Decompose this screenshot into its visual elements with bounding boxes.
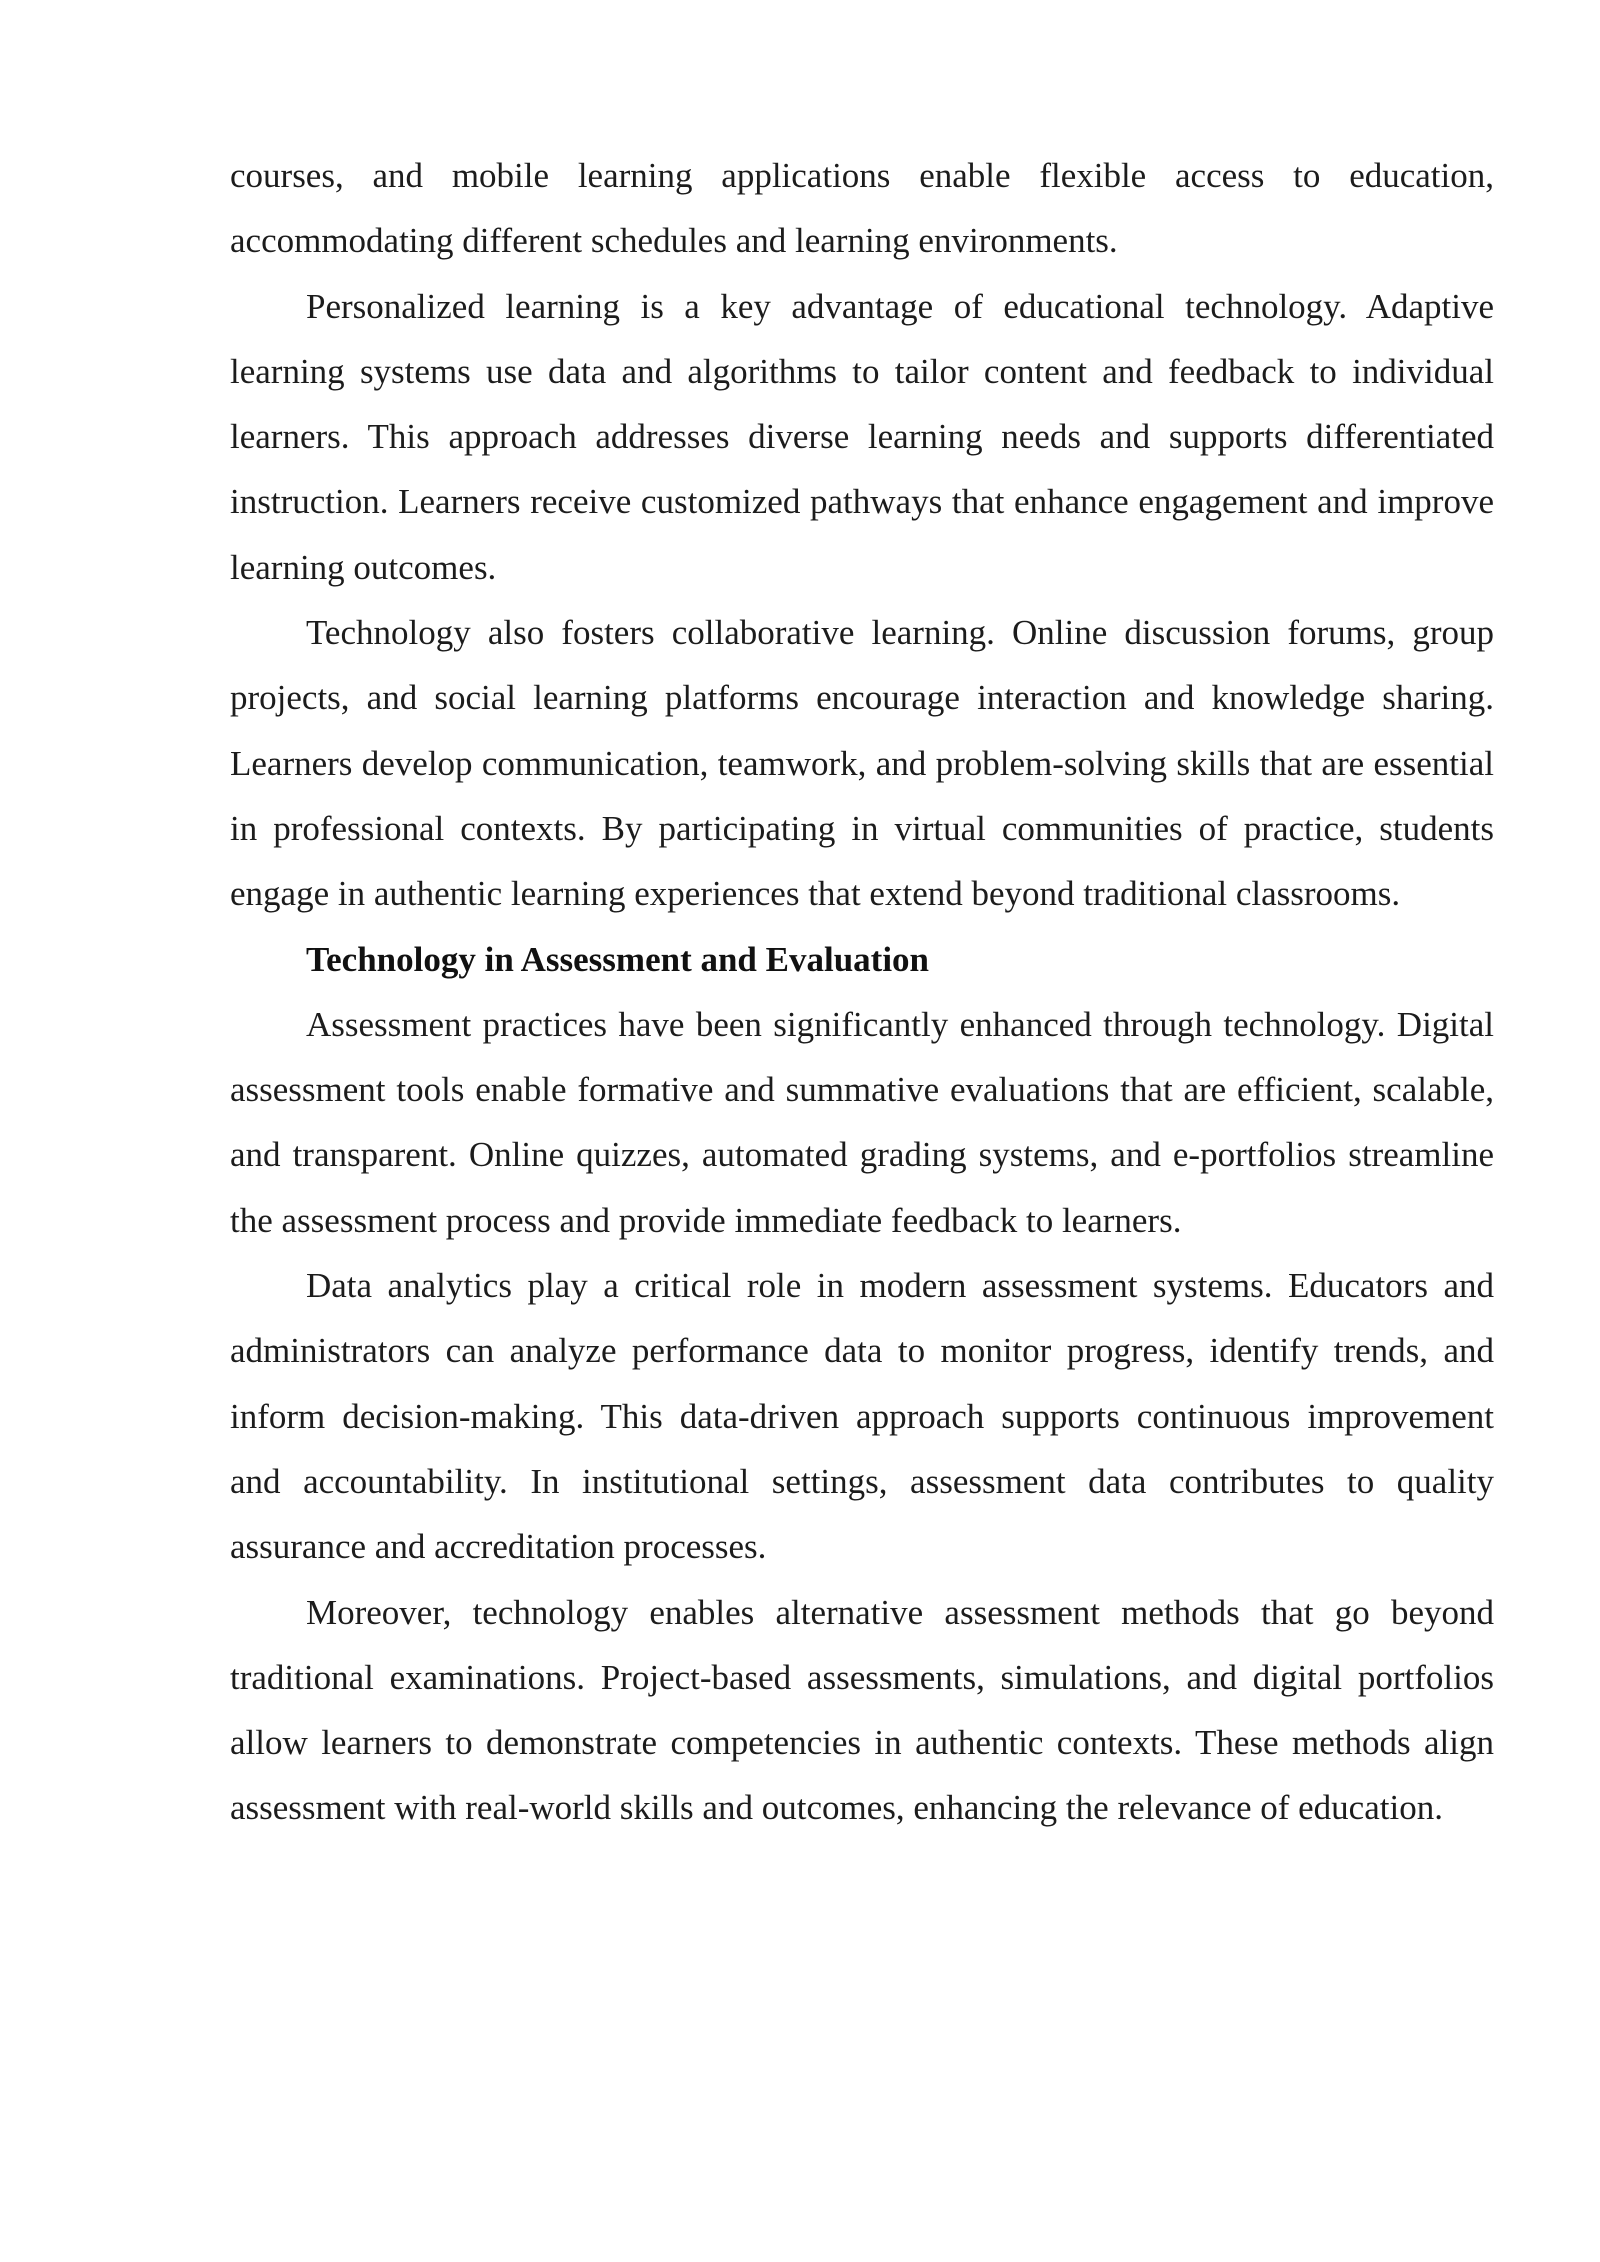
paragraph-collaborative-learning: Technology also fosters collaborative learning. Online discussion forums, group projects, and social learning platforms encourage interaction and knowledge sharing. Learners develop communication, teamwork, and problem-solving skills that are essential in professional contexts. By participating in virtual communities of practice, students engage in authentic learning experiences that extend beyond traditional classrooms.	[230, 613, 1494, 914]
paragraph-alternative-assessment: Moreover, technology enables alternative assessment methods that go beyond traditional examinations. Project-based assessments, simulations, and digital portfolios allow learners to demonstrate competencies in authentic contexts. These methods align assessment with real-world skills and outcomes, enhancing the relevance of education.	[230, 1592, 1494, 1828]
paragraph-assessment-practices: Assessment practices have been significantly enhanced through technology. Digital assessment tools enable formative and summative evaluations that are efficient, scalable, and transparent. Online quizzes, automated grading systems, and e-portfolios streamline the assessment process and provide immediate feedback to learners.	[230, 1004, 1494, 1240]
section-heading: Technology in Assessment and Evaluation	[306, 939, 930, 979]
document-body	[230, 143, 1494, 1841]
paragraph-continuation: courses, and mobile learning applications enable flexible access to education, accommodating different schedules and learning environments.	[230, 156, 1494, 261]
paragraph-data-analytics: Data analytics play a critical role in modern assessment systems. Educators and administrators can analyze performance data to monitor progress, identify trends, and inform decision-making. This data-driven approach supports continuous improvement and accountability. In institutional settings, assessment data contributes to quality assurance and accreditation processes.	[230, 1266, 1494, 1567]
paragraph-personalized-learning: Personalized learning is a key advantage of educational technology. Adaptive learning systems use data and algorithms to tailor content and feedback to individual learners. This approach addresses diverse learning needs and supports differentiated instruction. Learners receive customized pathways that enhance engagement and improve learning outcomes.	[230, 286, 1494, 587]
